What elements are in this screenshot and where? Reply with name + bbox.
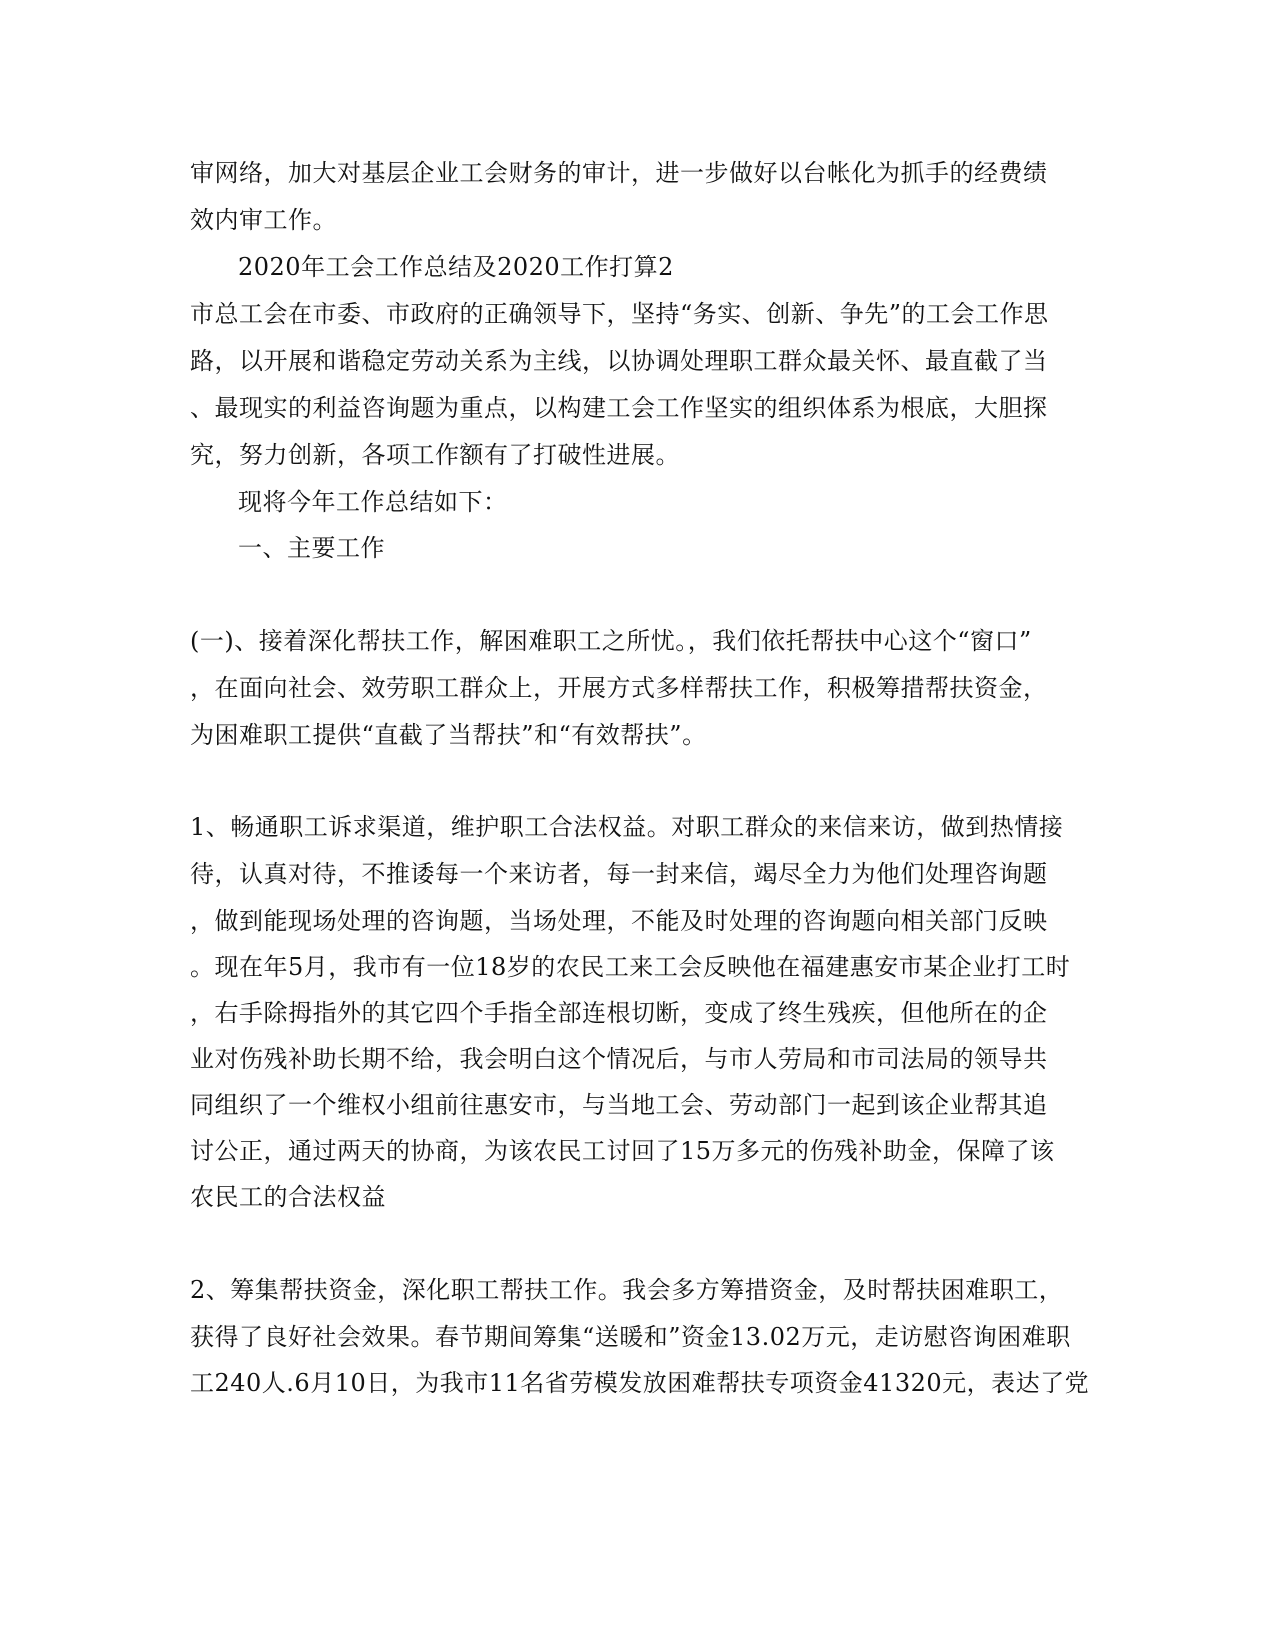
text-line: ，做到能现场处理的咨询题，当场处理，不能及时处理的咨询题向相关部门反映 [190, 907, 1048, 935]
text-line: 获得了良好社会效果。春节期间筹集“送暖和”资金13.02万元，走访慰咨询困难职 [190, 1323, 1071, 1351]
text-line: 、最现实的利益咨询题为重点，以构建工会工作坚实的组织体系为根底，大胆探 [190, 394, 1048, 422]
text-line: 为困难职工提供“直截了当帮扶”和“有效帮扶”。 [190, 721, 707, 749]
text-line: 效内审工作。 [190, 206, 337, 234]
text-line: 1、畅通职工诉求渠道，维护职工合法权益。对职工群众的来信来访，做到热情接 [190, 813, 1064, 841]
text-line: ，右手除拇指外的其它四个手指全部连根切断，变成了终生残疾，但他所在的企 [190, 999, 1048, 1027]
text-line: 路，以开展和谐稳定劳动关系为主线，以协调处理职工群众最关怀、最直截了当 [190, 347, 1048, 375]
section-heading: 2020年工会工作总结及2020工作打算2 [238, 253, 674, 281]
text-line: 讨公正，通过两天的协商，为该农民工讨回了15万多元的伤残补助金，保障了该 [190, 1137, 1055, 1165]
text-line: 业对伤残补助长期不给，我会明白这个情况后，与市人劳局和市司法局的领导共 [190, 1045, 1048, 1073]
text-line: 现将今年工作总结如下： [238, 488, 508, 516]
text-line: 工240人.6月10日，为我市11名省劳模发放困难帮扶专项资金41320元，表达了党 [190, 1369, 1090, 1397]
text-line: 2、筹集帮扶资金，深化职工帮扶工作。我会多方筹措资金，及时帮扶困难职工， [190, 1276, 1064, 1304]
section-heading: 一、主要工作 [238, 534, 385, 562]
text-line: 。现在年5月，我市有一位18岁的农民工来工会反映他在福建惠安市某企业打工时 [190, 953, 1071, 981]
text-line: 市总工会在市委、市政府的正确领导下，坚持“务实、创新、争先”的工会工作思 [190, 300, 1049, 328]
text-line: (一)、接着深化帮扶工作，解困难职工之所忧。，我们依托帮扶中心这个“窗口” [190, 627, 1032, 655]
text-line: 同组织了一个维权小组前往惠安市，与当地工会、劳动部门一起到该企业帮其追 [190, 1091, 1048, 1119]
text-line: 待，认真对待，不推诿每一个来访者，每一封来信，竭尽全力为他们处理咨询题 [190, 860, 1048, 888]
text-line: 农民工的合法权益 [190, 1183, 386, 1211]
text-line: ，在面向社会、效劳职工群众上，开展方式多样帮扶工作，积极筹措帮扶资金， [190, 674, 1048, 702]
text-line: 审网络，加大对基层企业工会财务的审计，进一步做好以台帐化为抓手的经费绩 [190, 159, 1048, 187]
text-line: 究，努力创新，各项工作额有了打破性进展。 [190, 441, 680, 469]
